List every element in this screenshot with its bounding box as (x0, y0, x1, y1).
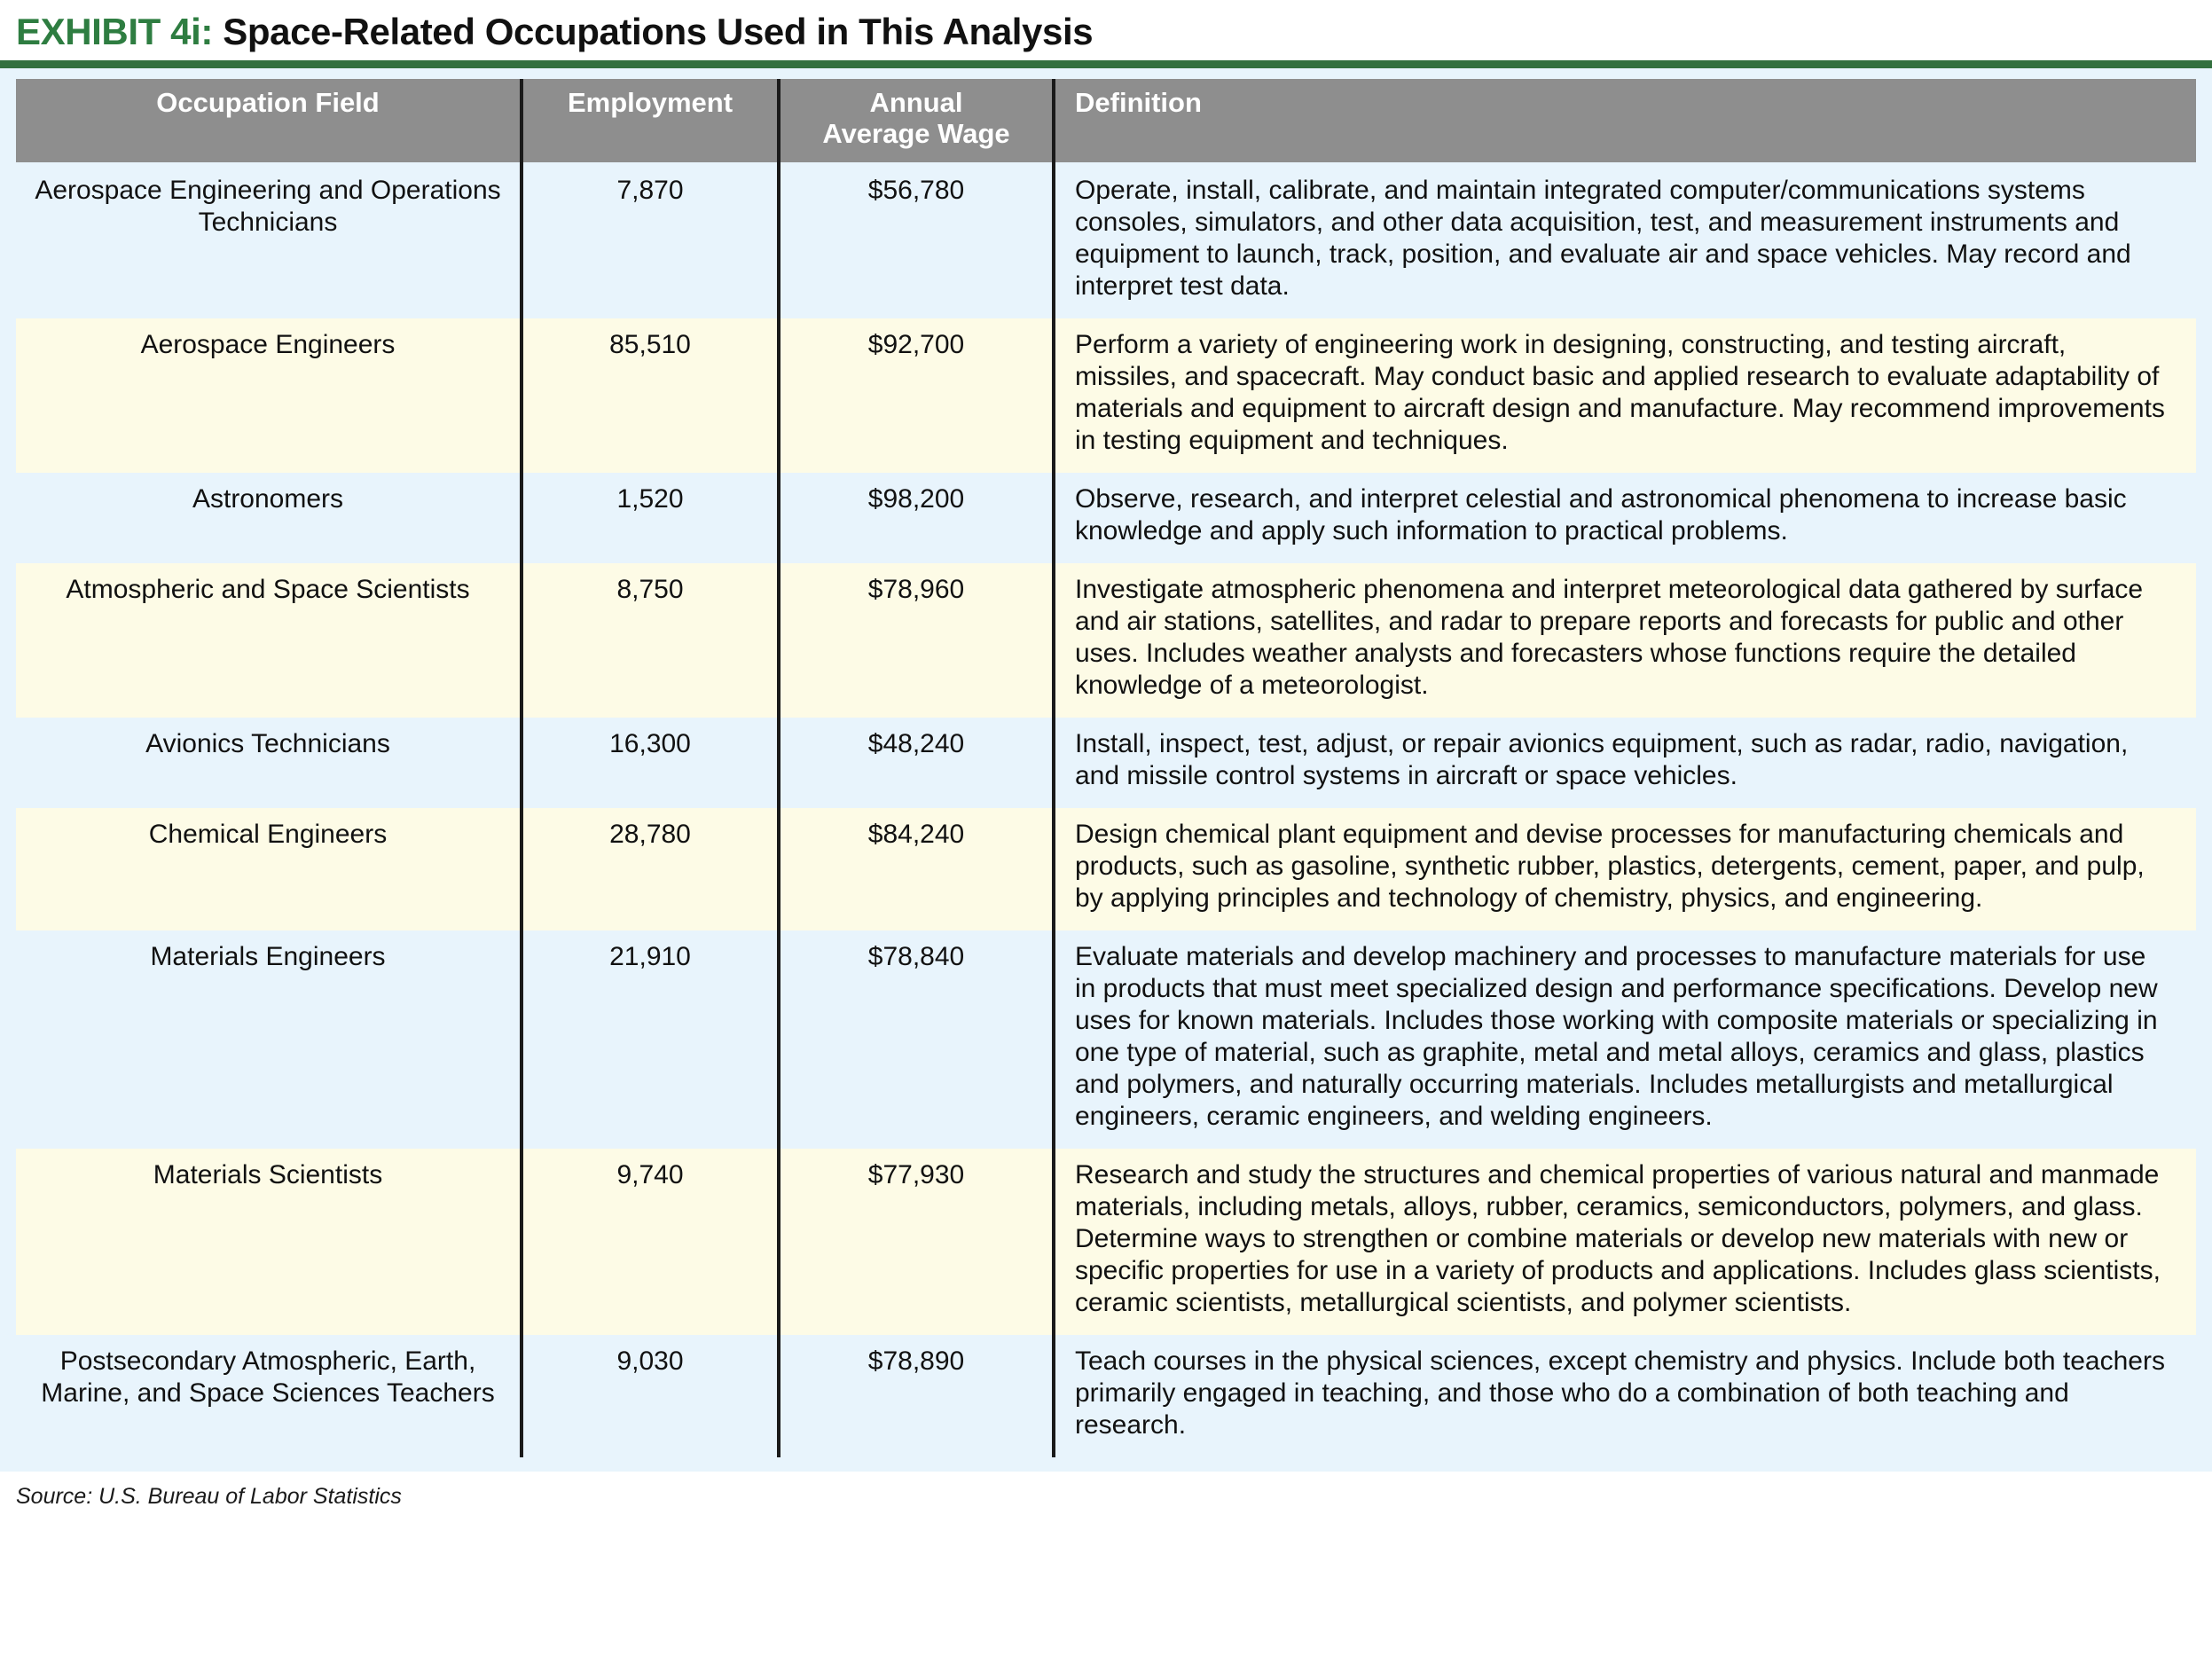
cell-definition: Evaluate materials and develop machinery and processes to manufacture materials for use in products that must meet specialized design and performance specifications. Develop new uses for known materials. Includes those working with composite materials or specializing in one type of material, such as graphite, metal and metal alloys, ceramics and glass, plastics and polymers, and naturally occurring materials. Includes metallurgists and metallurgical engineers, ceramic engineers, and welding engineers. (1054, 930, 2196, 1149)
cell-employment: 85,510 (522, 318, 779, 473)
cell-annual-wage: $78,840 (779, 930, 1054, 1149)
cell-occupation-field: Avionics Technicians (16, 718, 522, 808)
cell-occupation-field: Materials Scientists (16, 1149, 522, 1335)
cell-annual-wage: $78,960 (779, 563, 1054, 718)
cell-annual-wage: $78,890 (779, 1335, 1054, 1457)
cell-employment: 9,740 (522, 1149, 779, 1335)
cell-occupation-field: Astronomers (16, 473, 522, 563)
cell-annual-wage: $98,200 (779, 473, 1054, 563)
cell-annual-wage: $56,780 (779, 162, 1054, 318)
table-row (16, 1335, 2196, 1457)
cell-occupation-field: Materials Engineers (16, 930, 522, 1149)
cell-annual-wage: $48,240 (779, 718, 1054, 808)
table-row (16, 162, 2196, 318)
cell-definition: Observe, research, and interpret celestial and astronomical phenomena to increase basic knowledge and apply such information to practical problems. (1054, 473, 2196, 563)
column-header-occupation-field: Occupation Field (16, 79, 522, 161)
cell-employment: 16,300 (522, 718, 779, 808)
cell-definition: Research and study the structures and chemical properties of various natural and manmade materials, including metals, alloys, rubber, ceramics, semiconductors, polymers, and glass. Determine ways to strengthen or combine materials or develop new materials with new or specific properties for use in a variety of products and applications. Includes glass scientists, ceramic scientists, metallurgical scientists, and polymer scientists. (1054, 1149, 2196, 1335)
table-body (16, 162, 2196, 1457)
table-row (16, 318, 2196, 473)
cell-annual-wage: $77,930 (779, 1149, 1054, 1335)
cell-employment: 8,750 (522, 563, 779, 718)
column-header-annual-average-wage (779, 79, 1054, 161)
cell-employment: 9,030 (522, 1335, 779, 1457)
exhibit-label: EXHIBIT 4i: (16, 11, 213, 52)
table-row (16, 718, 2196, 808)
title-divider (0, 60, 2212, 68)
table-canvas (0, 68, 2212, 1471)
table-row (16, 473, 2196, 563)
cell-occupation-field: Postsecondary Atmospheric, Earth, Marine, and Space Sciences Teachers (16, 1335, 522, 1457)
table-header (16, 79, 2196, 161)
cell-occupation-field: Aerospace Engineers (16, 318, 522, 473)
cell-definition: Install, inspect, test, adjust, or repair avionics equipment, such as radar, radio, navigation, and missile control systems in aircraft or space vehicles. (1054, 718, 2196, 808)
cell-occupation-field: Atmospheric and Space Scientists (16, 563, 522, 718)
wage-header-line1: Annual (869, 87, 963, 119)
cell-occupation-field: Aerospace Engineering and Operations Technicians (16, 162, 522, 318)
column-header-employment: Employment (522, 79, 779, 161)
cell-definition: Teach courses in the physical sciences, except chemistry and physics. Include both teachers primarily engaged in teaching, and those who do a combination of both teaching and research. (1054, 1335, 2196, 1457)
table-row (16, 808, 2196, 930)
table-row (16, 1149, 2196, 1335)
cell-definition: Operate, install, calibrate, and maintain integrated computer/communications systems consoles, simulators, and other data acquisition, test, and measurement instruments and equipment to launch, track, position, and evaluate air and space vehicles. May record and interpret test data. (1054, 162, 2196, 318)
exhibit-title-bar (0, 0, 2212, 51)
occupations-table (16, 79, 2196, 1456)
table-row (16, 563, 2196, 718)
cell-occupation-field: Chemical Engineers (16, 808, 522, 930)
cell-annual-wage: $84,240 (779, 808, 1054, 930)
cell-employment: 28,780 (522, 808, 779, 930)
cell-definition: Perform a variety of engineering work in designing, constructing, and testing aircraft, missiles, and spacecraft. May conduct basic and applied research to evaluate adaptability of materials and equipment to aircraft design and manufacture. May recommend improvements in testing equipment and techniques. (1054, 318, 2196, 473)
page-title (16, 12, 2212, 51)
cell-employment: 21,910 (522, 930, 779, 1149)
cell-annual-wage: $92,700 (779, 318, 1054, 473)
column-header-definition: Definition (1054, 79, 2196, 161)
wage-header-line2: Average Wage (822, 117, 1010, 149)
exhibit-title-text: Space-Related Occupations Used in This Analysis (223, 11, 1094, 52)
header-row (16, 79, 2196, 161)
cell-definition: Investigate atmospheric phenomena and interpret meteorological data gathered by surface and air stations, satellites, and radar to prepare reports and forecasts for public and other uses. Includes weather analysts and forecasters whose functions require the detailed knowledge of a meteorologist. (1054, 563, 2196, 718)
cell-employment: 7,870 (522, 162, 779, 318)
source-note: Source: U.S. Bureau of Labor Statistics (16, 1483, 402, 1509)
cell-definition: Design chemical plant equipment and devise processes for manufacturing chemicals and products, such as gasoline, synthetic rubber, plastics, detergents, cement, paper, and pulp, by applying principles and technology of chemistry, physics, and engineering. (1054, 808, 2196, 930)
cell-employment: 1,520 (522, 473, 779, 563)
table-row (16, 930, 2196, 1149)
